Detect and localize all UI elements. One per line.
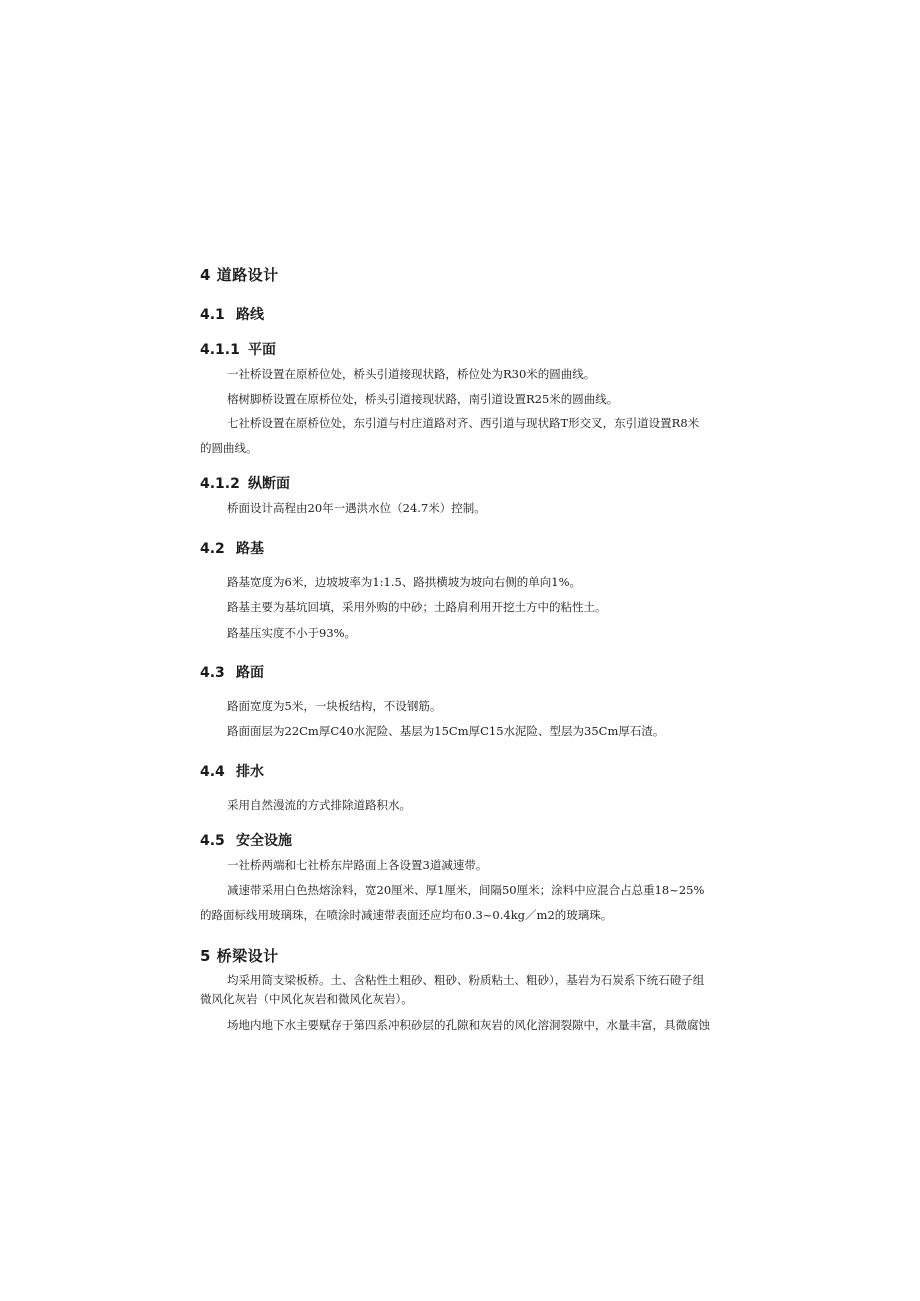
- section-number: 4.1.1: [200, 342, 240, 358]
- paragraph: 路面面层为22Cm厚C40水泥险、基层为15Cm厚C15水泥险、型层为35Cm厚石渣。: [227, 724, 665, 738]
- paragraph: 七社桥设置在原桥位处，东引道与村庄道路对齐、西引道与现状路T形交叉，东引道设置R8米: [227, 416, 700, 430]
- heading-4-5: [200, 830, 292, 850]
- paragraph: 路基宽度为6米，边坡坡率为1:1.5、路拱横坡为坡向右侧的单向1%。: [227, 575, 582, 589]
- heading-4-1: [200, 304, 264, 324]
- section-number: 4.3: [200, 665, 225, 681]
- paragraph: 采用自然漫流的方式排除道路积水。: [227, 798, 411, 812]
- section-title: 路线: [236, 307, 264, 323]
- paragraph: 榕树脚桥设置在原桥位处，桥头引道接现状路，南引道设置R25米的圆曲线。: [227, 392, 619, 406]
- heading-4-1-1: [200, 339, 276, 359]
- heading-4-1-2: [200, 473, 290, 493]
- paragraph: 一社桥设置在原桥位处，桥头引道接现状路，桥位处为R30米的圆曲线。: [227, 367, 596, 381]
- section-title: 安全设施: [236, 833, 292, 849]
- paragraph: 路基压实度不小于93%。: [227, 626, 357, 640]
- paragraph: 桥面设计高程由20年一遇洪水位（24.7米）控制。: [227, 501, 486, 515]
- section-title: 路基: [236, 541, 264, 557]
- heading-5-bridge-design: 5 桥梁设计: [200, 947, 279, 965]
- paragraph-continuation: 微风化灰岩（中风化灰岩和微风化灰岩）。: [200, 992, 413, 1006]
- paragraph: 均采用简支梁板桥。土、含粘性土粗砂、粗砂、粉质粘土、粗砂），基岩为石炭系下统石磴子组: [227, 973, 705, 987]
- paragraph-continuation: 的圆曲线。: [200, 441, 258, 455]
- section-number: 4.1.2: [200, 476, 240, 492]
- section-number: 4.5: [200, 833, 225, 849]
- section-title: 纵断面: [248, 476, 290, 492]
- heading-4-2: [200, 538, 264, 558]
- paragraph: 减速带采用白色热熔涂料，宽20厘米、厚1厘米，间隔50厘米；涂料中应混合占总重18~25%: [227, 883, 705, 897]
- paragraph: 一社桥两端和七社桥东岸路面上各设置3道减速带。: [227, 858, 488, 872]
- section-number: 4.1: [200, 307, 225, 323]
- section-title: 平面: [248, 342, 276, 358]
- section-number: 4.4: [200, 764, 225, 780]
- paragraph-continuation: 的路面标线用玻璃珠，在喷涂时减速带表面还应均布0.3~0.4kg／m2的玻璃珠。: [200, 908, 613, 922]
- heading-4-3: [200, 662, 264, 682]
- paragraph: 路面宽度为5米，一块板结构，不设钢筋。: [227, 699, 442, 713]
- section-title: 排水: [236, 764, 264, 780]
- section-title: 路面: [236, 665, 264, 681]
- paragraph: 场地内地下水主要赋存于第四系冲积砂层的孔隙和灰岩的风化溶洞裂隙中，水量丰富，具微腐蚀: [227, 1018, 710, 1032]
- paragraph: 路基主要为基坑回填，采用外购的中砂；土路肩利用开挖土方中的粘性土。: [227, 600, 607, 614]
- section-number: 4.2: [200, 541, 225, 557]
- heading-4-4: [200, 761, 264, 781]
- heading-4-road-design: 4 道路设计: [200, 266, 279, 284]
